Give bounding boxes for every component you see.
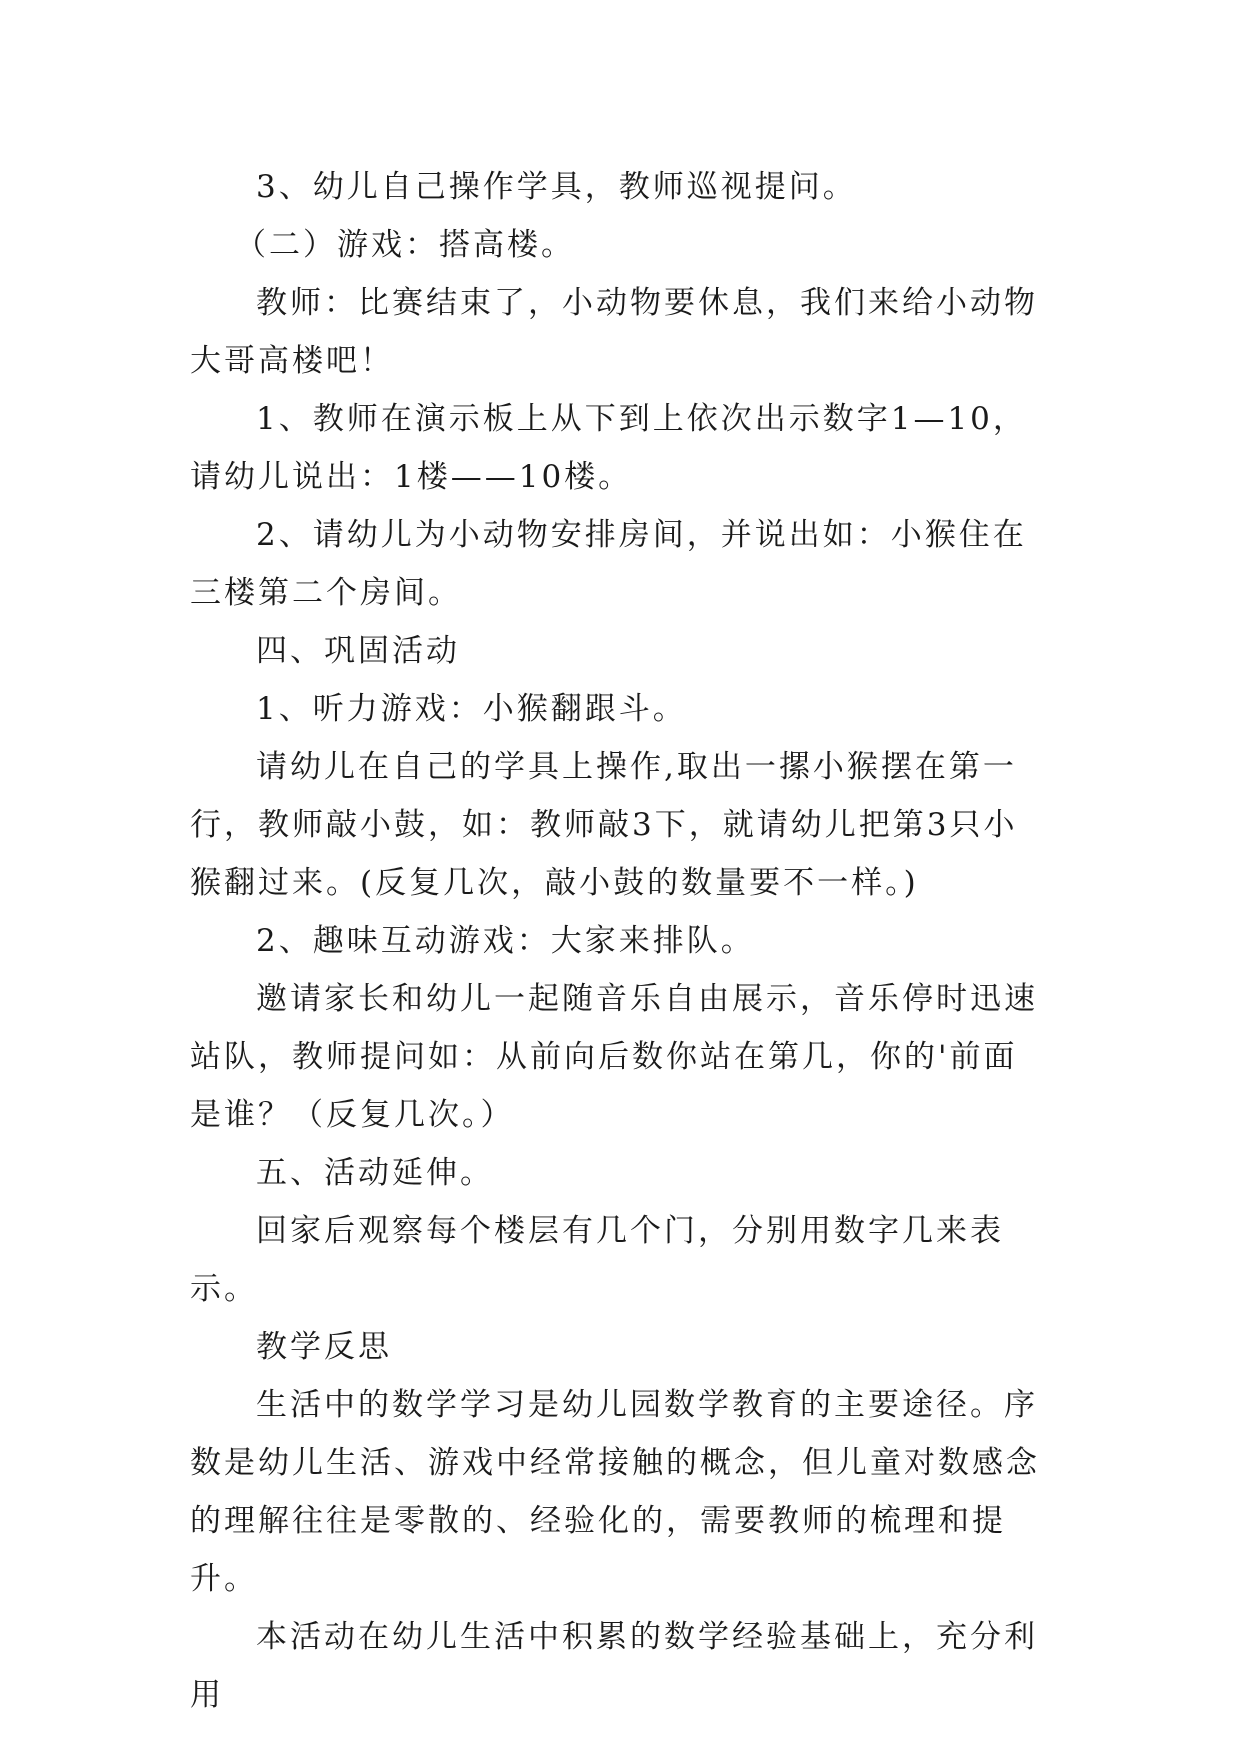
paragraph-interactive-instructions: 邀请家长和幼儿一起随音乐自由展示，音乐停时迅速站队，教师提问如：从前向后数你站在第几，你的'前面是谁？（反复几次。） [190, 981, 1038, 1133]
paragraph-reflection-1: 生活中的数学学习是幼儿园数学教育的主要途径。序数是幼儿生活、游戏中经常接触的概念，但儿童对数感念的理解往往是零散的、经验化的，需要教师的梳理和提升。 [190, 1387, 1040, 1597]
paragraph-step-2: 2、请幼儿为小动物安排房间，并说出如：小猴住在三楼第二个房间。 [190, 517, 1027, 611]
paragraph-reflection-2: 本活动在幼儿生活中积累的数学经验基础上，充分利用 [190, 1619, 1038, 1713]
paragraph-interactive-game: 2、趣味互动游戏：大家来排队。 [256, 923, 755, 959]
paragraph-step-3: 3、幼儿自己操作学具，教师巡视提问。 [256, 169, 857, 205]
paragraph-game-heading: （二）游戏：搭高楼。 [235, 227, 575, 263]
paragraph-listening-instructions: 请幼儿在自己的学具上操作,取出一摞小猴摆在第一行，教师敲小鼓，如：教师敲3下，就请幼儿把第3只小猴翻过来。(反复几次，敲小鼓的数量要不一样。) [190, 749, 1018, 901]
paragraph-extension-task: 回家后观察每个楼层有几个门，分别用数字几来表示。 [190, 1213, 1004, 1307]
section-heading-extension: 五、活动延伸。 [256, 1155, 494, 1191]
section-heading-reflection: 教学反思 [256, 1329, 392, 1365]
paragraph-step-1: 1、教师在演示板上从下到上依次出示数字1—10，请幼儿说出：1楼——10楼。 [190, 401, 1027, 495]
paragraph-listening-game: 1、听力游戏：小猴翻跟斗。 [256, 691, 687, 727]
section-heading-consolidation: 四、巩固活动 [256, 633, 460, 669]
document-body [190, 158, 1050, 1724]
paragraph-teacher-intro: 教师：比赛结束了，小动物要休息，我们来给小动物大哥高楼吧！ [190, 285, 1038, 379]
